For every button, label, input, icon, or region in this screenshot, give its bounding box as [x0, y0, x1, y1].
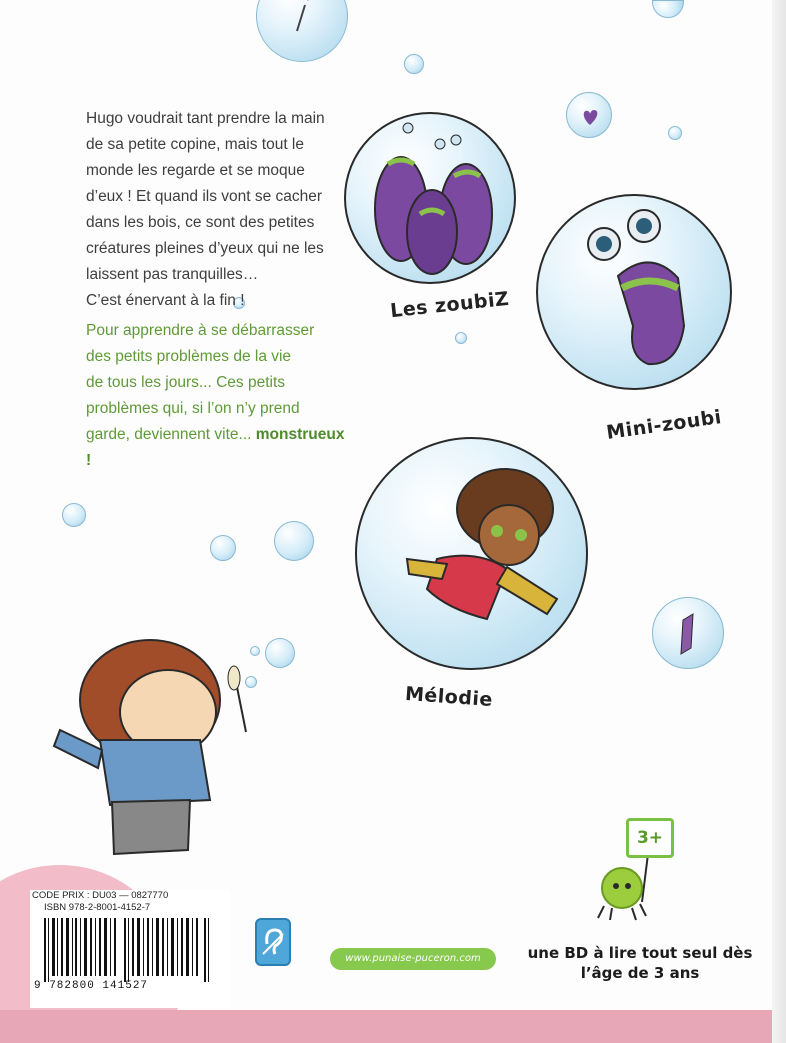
pink-bottom-band [0, 1010, 786, 1043]
caption-mini-zoubi: Mini-zoubi [605, 406, 724, 444]
mini-zoubi-bubble [536, 194, 732, 390]
caption-les-zoubiz: Les zoubiZ [389, 287, 511, 323]
intro-line: de sa petite copine, mais tout le [86, 136, 304, 153]
tagline-line: garde, deviennent vite... [86, 426, 252, 443]
reading-age-promo [515, 943, 765, 983]
intro-line: monde les regarde et se moque [86, 162, 305, 179]
code-prix: CODE PRIX : DU03 — 0827770 [32, 890, 169, 901]
dragonfly-illustration [653, 598, 723, 668]
tagline-line: des petits problèmes de la vie [86, 348, 292, 365]
tagline-line: problèmes qui, si l’on n’y prend [86, 400, 300, 417]
small-bubble [62, 503, 86, 527]
dragonfly-bubble [256, 0, 348, 62]
heart-bubble [566, 92, 612, 138]
zoubiz-monsters-illustration [346, 114, 516, 284]
dragonfly-bubble-small [652, 597, 724, 669]
les-zoubiz-bubble [344, 112, 516, 284]
small-bubble [274, 521, 314, 561]
intro-paragraph [86, 106, 346, 314]
tagline-line-last [86, 422, 348, 474]
caption-melodie: Mélodie [404, 682, 494, 712]
ear-icon [257, 920, 289, 964]
tagline-line: Pour apprendre à se débarrasser [86, 322, 315, 339]
melodie-illustration [357, 439, 588, 670]
barcode-bars [44, 918, 214, 982]
mini-zoubi-illustration [538, 196, 732, 390]
small-bubble [455, 332, 467, 344]
intro-line: dans les bois, ce sont des petites [86, 214, 315, 231]
small-bubble [652, 0, 684, 18]
hearing-access-icon [255, 918, 291, 966]
tagline-line: de tous les jours... Ces petits [86, 374, 286, 391]
intro-line: créatures pleines d’yeux qui ne les [86, 240, 324, 257]
small-bubble [210, 535, 236, 561]
barcode-box [30, 890, 230, 1008]
heart-icon [567, 93, 613, 139]
small-bubble [404, 54, 424, 74]
small-bubble [265, 638, 295, 668]
dragonfly-illustration [257, 0, 349, 63]
intro-line: Hugo voudrait tant prendre la main [86, 110, 325, 127]
promo-line-2: l’âge de 3 ans [580, 964, 700, 982]
publisher-url[interactable]: www.punaise-puceron.com [330, 948, 496, 970]
melodie-bubble [355, 437, 588, 670]
age-badge: 3+ [626, 818, 674, 858]
tagline-emphasis: monstrueux ! [86, 426, 345, 469]
intro-line: d’eux ! Et quand ils vont se cacher [86, 188, 323, 205]
barcode-digits: 9 782800 141527 [34, 980, 149, 992]
small-bubble [668, 126, 682, 140]
green-monster-mascot-icon [586, 846, 666, 926]
intro-line: laissent pas tranquilles… [86, 266, 259, 283]
intro-line: C’est énervant à la fin ! [86, 292, 245, 309]
spine-edge [772, 0, 786, 1043]
promo-line-1: une BD à lire tout seul dès [527, 944, 753, 962]
tagline-paragraph [86, 318, 348, 474]
isbn-text: ISBN 978-2-8001-4152-7 [44, 902, 151, 913]
hugo-illustration [40, 620, 260, 860]
